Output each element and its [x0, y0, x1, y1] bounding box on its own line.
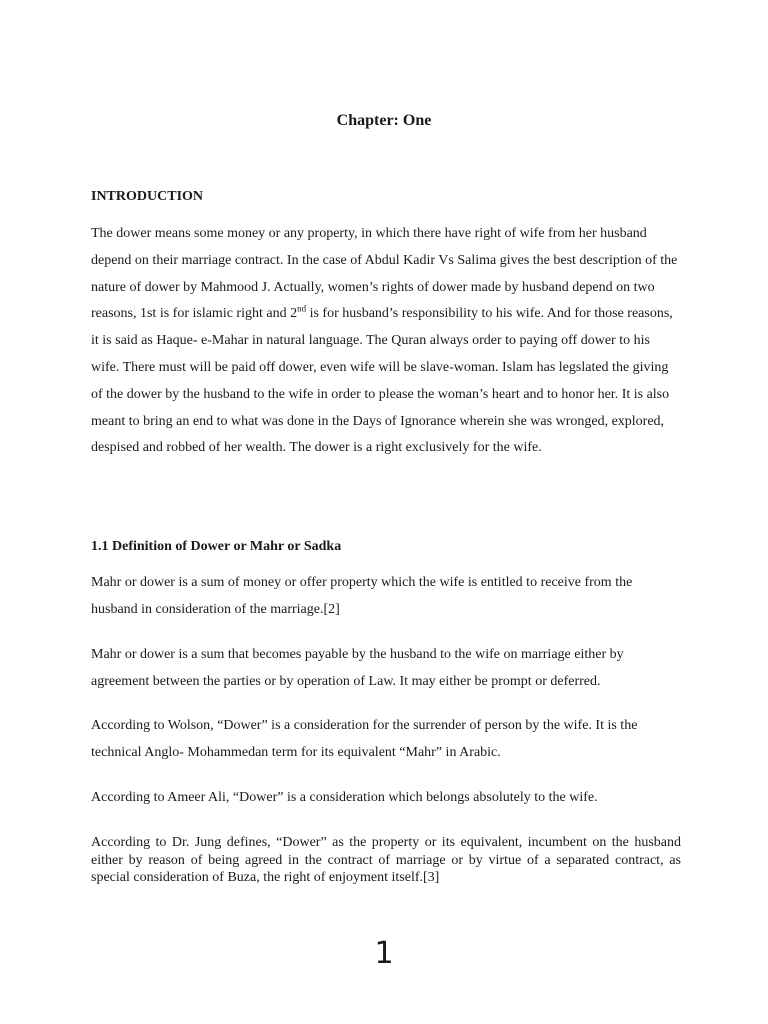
definition-paragraph-2: Mahr or dower is a sum that becomes payable by the husband to the wife on marriage either by agreement between the parties or by operation of Law. It may either be prompt or deferred. [91, 647, 624, 689]
page-number: 1 [374, 936, 394, 971]
introduction-text-part2: is for husband’s responsibility to his wife. And for those reasons, it is said as Haque- e-Mahar in natural language. The Quran always order to paying off dower to his wife. There must will be paid off dower, even wife will be slave-woman. Islam has legslated the giving of the dower by the husband to the wife in order to please the woman’s heart and to honor her. It is also meant to bring an end to what was done in the Days of Ignorance wherein she was wronged, explored, despised and robbed of her wealth. The dower is a right exclusively for the wife. [91, 306, 673, 456]
introduction-text-part1: The dower means some money or any property, in which there have right of wife from her husband depend on their marriage contract. In the case of Abdul Kadir Vs Salima gives the best description of the nature of dower by Mahmood J. Actually, women’s rights of dower made by husband depend on two reasons, 1st is for islamic right and 2 [91, 226, 678, 322]
definition-heading: 1.1 Definition of Dower or Mahr or Sadka [91, 539, 342, 554]
ordinal-superscript: nd [297, 303, 307, 314]
definition-paragraph-dr-jung: According to Dr. Jung defines, “Dower” as the property or its equivalent, incumbent on the husband either by reason of being agreed in the contract of marriage or by virtue of a separated contract, as special consideration of Buza, the right of enjoyment itself.[3] [91, 835, 681, 885]
introduction-paragraph [91, 221, 681, 462]
definition-paragraph-ameer-ali: According to Ameer Ali, “Dower” is a consideration which belongs absolutely to the wife. [91, 790, 598, 805]
introduction-heading: INTRODUCTION [91, 189, 204, 204]
definition-paragraph-wolson: According to Wolson, “Dower” is a consideration for the surrender of person by the wife. It is the technical Anglo- Mohammedan term for its equivalent “Mahr” in Arabic. [91, 718, 638, 760]
chapter-title: Chapter: One [336, 112, 432, 129]
definition-paragraph-1: Mahr or dower is a sum of money or offer property which the wife is entitled to receive from the husband in consideration of the marriage.[2] [91, 575, 633, 617]
